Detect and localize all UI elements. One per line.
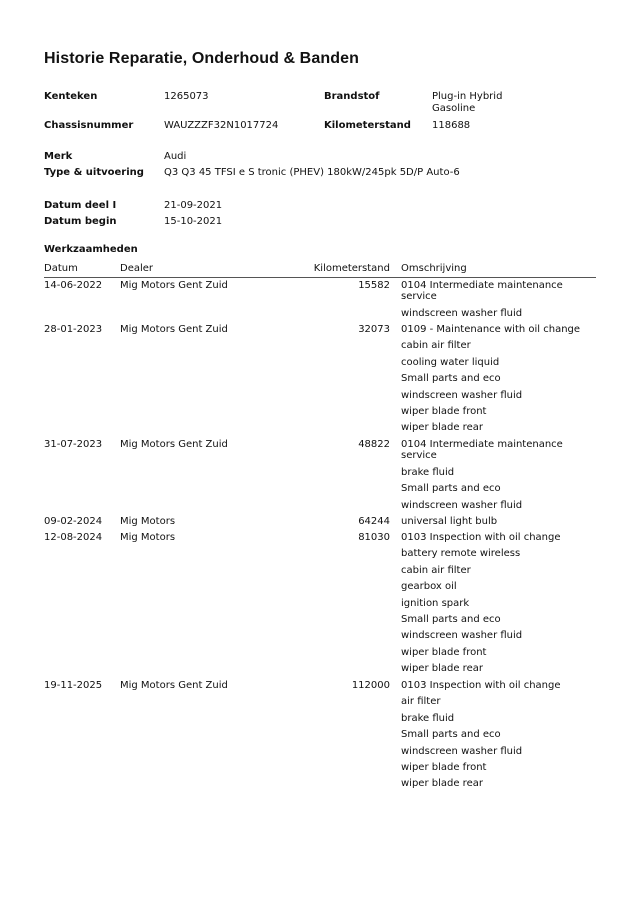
row-description-item: battery remote wireless (401, 548, 521, 560)
kenteken-label: Kenteken (44, 91, 98, 102)
row-description-item: windscreen washer fluid (401, 389, 523, 401)
row-description-item: wiper blade rear (401, 778, 483, 790)
row-dealer: Mig Motors (120, 532, 176, 543)
row-dealer: Mig Motors Gent Zuid (120, 280, 228, 291)
col-header-dealer: Dealer (120, 263, 154, 274)
werkzaamheden-heading: Werkzaamheden (44, 244, 138, 255)
row-date: 28-01-2023 (44, 324, 103, 335)
row-dealer: Mig Motors (120, 516, 176, 527)
row-description-item: wiper blade front (401, 762, 487, 773)
row-kilometerstand: 64244 (358, 516, 390, 527)
datum-deel-label: Datum deel I (44, 200, 117, 211)
row-date: 12-08-2024 (44, 532, 103, 543)
row-description-item: brake fluid (401, 467, 455, 478)
row-dealer: Mig Motors Gent Zuid (120, 439, 228, 450)
type-value: Q3 Q3 45 TFSI e S tronic (PHEV) 180kW/245pk 5D/P Auto-6 (164, 167, 460, 178)
merk-label: Merk (44, 151, 73, 162)
row-description-item: cabin air filter (401, 564, 471, 576)
row-description-item: 0109 - Maintenance with oil change (401, 324, 581, 335)
row-description-item: wiper blade rear (401, 422, 483, 434)
brandstof-value-line-2: Gasoline (432, 103, 476, 114)
row-description-item: windscreen washer fluid (401, 745, 523, 757)
row-description-item: Small parts and eco (401, 483, 501, 495)
row-description-item: wiper blade front (401, 646, 487, 658)
datum-begin-value: 15-10-2021 (164, 216, 223, 227)
row-kilometerstand: 15582 (358, 280, 390, 291)
row-dealer: Mig Motors Gent Zuid (120, 680, 228, 691)
row-description-item: 0103 Inspection with oil change (401, 532, 561, 543)
row-kilometerstand: 112000 (351, 680, 390, 691)
row-date: 19-11-2025 (44, 680, 103, 691)
row-description-item: universal light bulb (401, 516, 498, 527)
brandstof-value-line-1: Plug-in Hybrid (432, 91, 503, 102)
type-label: Type & uitvoering (44, 167, 144, 178)
row-description-item: wiper blade front (401, 406, 487, 417)
kilometerstand-label: Kilometerstand (324, 120, 411, 131)
row-date: 31-07-2023 (44, 439, 103, 450)
row-description-item: cabin air filter (401, 340, 471, 352)
row-description-item: brake fluid (401, 712, 455, 724)
row-description-item: gearbox oil (401, 581, 457, 593)
row-description-item: 0103 Inspection with oil change (401, 680, 561, 691)
row-description-item: windscreen washer fluid (401, 499, 523, 511)
row-description-item: Small parts and eco (401, 614, 501, 625)
row-kilometerstand: 81030 (358, 532, 390, 543)
row-description-item: 0104 Intermediate maintenance service (401, 439, 563, 461)
row-description-item: Small parts and eco (401, 373, 501, 385)
brandstof-label: Brandstof (324, 91, 380, 102)
row-description-item: wiper blade rear (401, 663, 483, 675)
row-date: 14-06-2022 (44, 280, 103, 291)
col-header-km: Kilometerstand (313, 263, 390, 274)
row-description-item: windscreen washer fluid (401, 630, 523, 642)
page-title: Historie Reparatie, Onderhoud & Banden (44, 50, 359, 67)
row-description-item: ignition spark (401, 597, 470, 609)
chassis-label: Chassisnummer (44, 120, 134, 131)
col-header-description: Omschrijving (401, 263, 467, 274)
row-kilometerstand: 32073 (358, 324, 390, 335)
row-date: 09-02-2024 (44, 516, 103, 527)
row-description-item: windscreen washer fluid (401, 308, 523, 319)
merk-value: Audi (164, 151, 187, 162)
row-description-item: 0104 Intermediate maintenance service (401, 280, 563, 302)
row-description-item: air filter (401, 696, 441, 708)
brandstof-value (432, 91, 502, 115)
row-dealer: Mig Motors Gent Zuid (120, 324, 228, 335)
table-header-rule (44, 277, 596, 278)
row-description-item: cooling water liquid (401, 356, 500, 368)
datum-begin-label: Datum begin (44, 216, 117, 227)
datum-deel-value: 21-09-2021 (164, 200, 223, 211)
kenteken-value: 1265073 (164, 91, 209, 102)
kilometerstand-value: 118688 (432, 120, 471, 131)
row-description-item: Small parts and eco (401, 729, 501, 741)
col-header-date: Datum (44, 263, 78, 274)
row-kilometerstand: 48822 (358, 439, 390, 450)
chassis-value: WAUZZZF32N1017724 (164, 120, 279, 131)
